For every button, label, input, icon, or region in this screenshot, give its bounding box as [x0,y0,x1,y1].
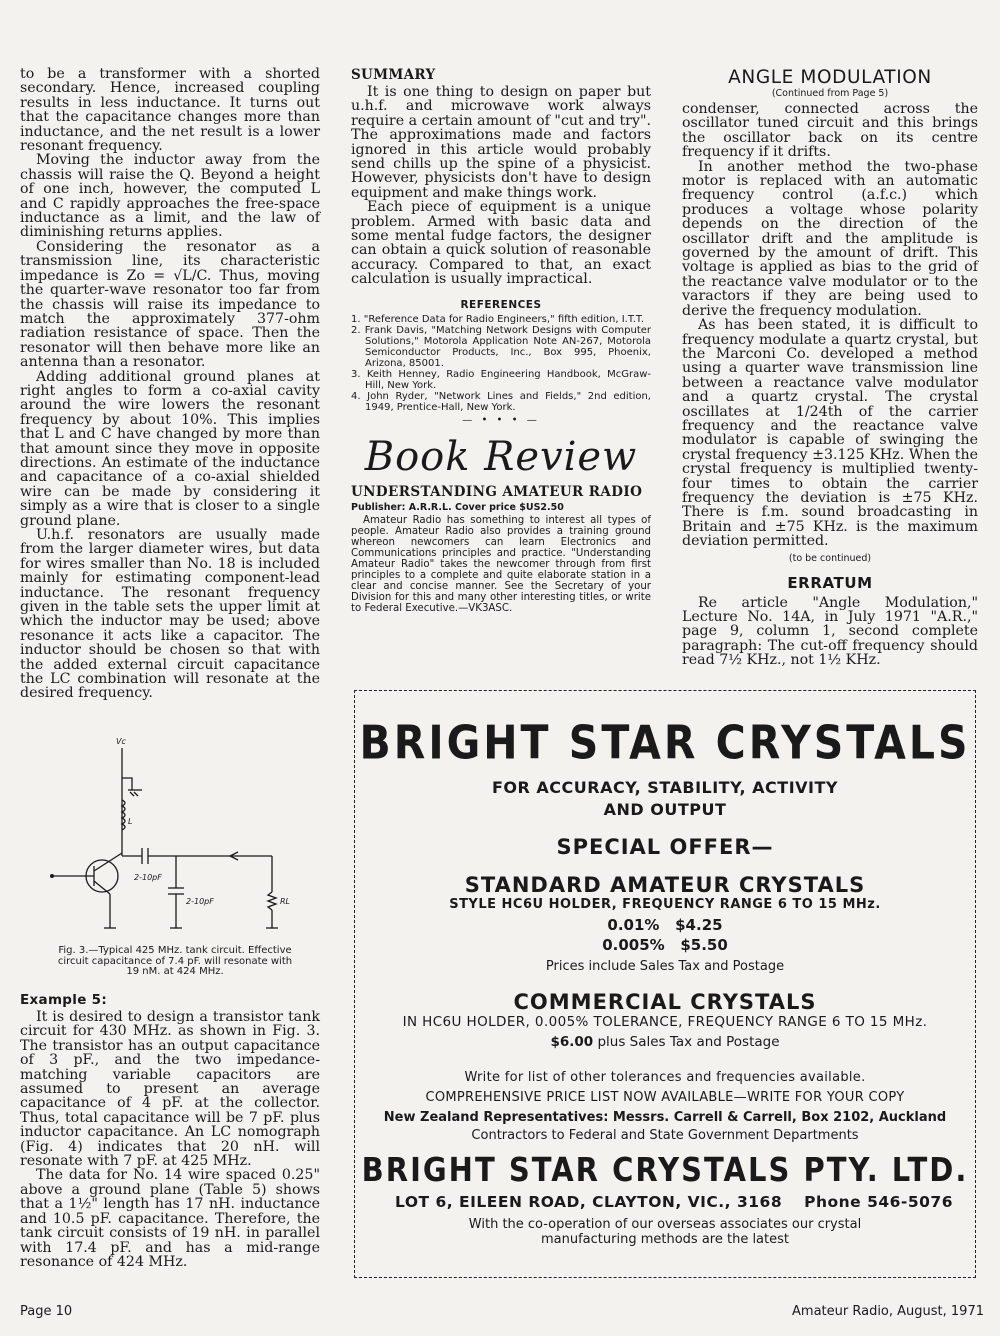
reference-item: 3. Keith Henney, Radio Engineering Handbook, McGraw-Hill, New York. [351,368,651,391]
ad-commercial-style: IN HC6U HOLDER, 0.005% TOLERANCE, FREQUENCY RANGE 6 TO 15 MHz. [402,1014,928,1030]
ad-tolerance: 0.01% [607,916,660,934]
paragraph: In another method the two-phase motor is replaced with an automatic frequency control (a.f.c.) which produces a voltage whose polarity depends on the direction of the oscillator drift and the amplitude is governed by the amount of drift. This voltage is applied as bias to the grid of the reactance valve modulator or to the varactors if they are being used to derive the frequency modulation. [682,158,978,319]
angle-modulation-heading: ANGLE MODULATION [728,67,932,88]
paragraph: Moving the inductor away from the chassis will raise the Q. Beyond a height of one inch, however, the computed L and C rapidly approaches the free-space inductance as a limit, and the law of diminishing returns applies. [20,152,320,241]
ad-price-row [355,936,975,954]
column-right [682,67,978,668]
publication-footer: Amateur Radio, August, 1971 [792,1304,984,1319]
ad-commercial-price-row [355,1034,975,1050]
ad-tolerance: 0.005% [602,936,665,954]
ad-price-list: COMPREHENSIVE PRICE LIST NOW AVAILABLE—WRITE FOR YOUR COPY [425,1090,905,1105]
ad-price-row [355,916,975,934]
erratum-heading: ERRATUM [787,573,873,592]
ad-tagline: FOR ACCURACY, STABILITY, ACTIVITY [491,778,838,797]
column-left [20,67,320,701]
load-resistor-label: RL [280,897,291,906]
paragraph: It is one thing to design on paper but u.h.f. and microwave work always require a certain amount of "cut and try". The approximations made and factors ignored in this article would probably send chills up the spine of a physicist. However, physicists don't have to design equipment and make things work. [351,84,651,201]
ad-tagline: AND OUTPUT [603,800,727,819]
summary-heading: SUMMARY [351,67,436,83]
ad-commercial-heading: COMMERCIAL CRYSTALS [513,990,817,1014]
ad-company-name: BRIGHT STAR CRYSTALS PTY. LTD. [361,1150,969,1190]
reference-item: 4. John Ryder, "Network Lines and Fields," 2nd edition, 1949, Prentice-Hall, New York. [351,390,651,413]
ad-price: $6.00 [550,1034,594,1050]
book-title: UNDERSTANDING AMATEUR RADIO [351,483,643,500]
paragraph: It is desired to design a transistor tank circuit for 430 MHz. as shown in Fig. 3. The transistor has an output capacitance of 3 pF., and the two impedance-matching variable capacitors are assumed to present an average capacitance of 4 pF. at the collector. Thus, total capacitance will be 7 pF. plus inductor capacitance. An LC nomograph (Fig. 4) indicates that 20 nH. will resonate with 7 pF. at 425 MHz. [20,1009,320,1170]
example-5-section [20,992,320,1269]
ad-standard-heading: STANDARD AMATEUR CRYSTALS [464,873,866,897]
continued-note: (Continued from Page 5) [771,88,889,99]
bright-star-advertisement [354,690,976,1278]
ad-cooperation-note: With the co-operation of our overseas associates our crystal [468,1217,862,1232]
ad-address-row [355,1193,975,1211]
paragraph: U.h.f. resonators are usually made from the larger diameter wires, but data for wires smaller than No. 18 is included mainly for estimating component-lead inductance. The resonant frequency given in the table sets the upper limit at which the inductor may be used; above resonance it acts like a capacitor. The inductor should be chosen so that with the added external circuit capacitance the LC combination will resonate at the desired frequency. [20,527,320,702]
book-publisher: Publisher: A.R.R.L. Cover price $US2.50 [351,501,564,513]
paragraph: Each piece of equipment is a unique problem. Armed with basic data and some mental fudge factors, the designer can obtain a quick solution of reasonable accuracy. Compared to that, an exact calculation is usually impractical. [351,199,651,288]
to-be-continued: (to be continued) [788,552,872,564]
ad-standard-style: STYLE HC6U HOLDER, FREQUENCY RANGE 6 TO 15 MHz. [449,897,881,912]
ad-note: plus Sales Tax and Postage [597,1034,780,1050]
reference-item: 1. "Reference Data for Radio Engineers," fifth edition, I.T.T. [351,313,645,325]
ad-price: $4.25 [675,916,723,934]
ad-cooperation-note: manufacturing methods are the latest [541,1232,789,1247]
paragraph: The data for No. 14 wire spaced 0.25" above a ground plane (Table 5) shows that a 1½" length has 17 nH. inductance and 10.5 pF. capacitance. Therefore, the tank circuit consists of 19 nH. in parallel with 17.4 pF. and has a mid-range resonance of 424 MHz. [20,1167,320,1270]
erratum-body: Re article "Angle Modulation," Lecture No. 14A, in July 1971 "A.R.," page 9, column 1, second complete paragraph: The cut-off frequency should read 7½ KHz., not 1½ KHz. [682,594,978,669]
ad-write-note: Write for list of other tolerances and frequencies available. [464,1070,866,1085]
ad-price: $5.50 [680,936,728,954]
paragraph: Considering the resonator as a transmission line, its characteristic impedance is Zo = √L/C. Thus, moving the quarter-wave resonator too far from the chassis will raise its impedance to match the approximately 377-ohm radiation resistance of space. Then the resonator will then behave more like an antenna than a resonator. [20,238,320,371]
ad-address: LOT 6, EILEEN ROAD, CLAYTON, VIC., 3168 [395,1193,783,1211]
tank-circuit-diagram [40,728,320,946]
page-number: Page 10 [20,1304,73,1319]
vc-label: Vc [116,737,126,746]
capacitor2-label: 2-10pF [186,897,214,906]
ad-phone: Phone 546-5076 [804,1193,953,1211]
references-heading: REFERENCES [460,298,542,311]
book-review-banner: Book Review [364,433,638,480]
figure-caption: Fig. 3.—Typical 425 MHz. tank circuit. Effective circuit capacitance of 7.4 pF. will resonate with 19 nM. at 424 MHz. [57,945,293,977]
paragraph: As has been stated, it is difficult to frequency modulate a quartz crystal, but the Marconi Co. developed a method using a quarter wave transmission line between a reactance valve modulator and a quartz crystal. The crystal oscillates at 1/24th of the carrier frequency and the reactance valve modulator is capable of swinging the crystal frequency ±3.125 KHz. When the crystal frequency is multiplied twenty-four times to obtain the carrier frequency the deviation is ±75 KHz. There is f.m. sound broadcasting in Britain and ±75 KHz. is the maximum deviation permitted. [682,317,978,550]
paragraph: Adding additional ground planes at right angles to form a co-axial cavity around the wire lowers the resonant frequency by about 10%. This implies that L and C have changed by more than that amount since they move in opposite directions. An estimate of the inductance and capacitance of a co-axial shielded wire can be made by considering it simply as a wire that is closer to a single ground plane. [20,368,320,529]
references-list [351,314,651,413]
column-middle [351,67,651,614]
ad-nz-representatives: New Zealand Representatives: Messrs. Carrell & Carrell, Box 2102, Auckland [383,1110,947,1125]
paragraph: to be a transformer with a shorted secondary. Hence, increased coupling results in less inductance. It turns out that the capacitance changes more than inductance, and the net result is a lower resonant frequency. [20,66,320,155]
ad-contractors: Contractors to Federal and State Government Departments [471,1128,859,1143]
ad-brand: BRIGHT STAR CRYSTALS [359,716,971,770]
capacitor1-label: 2-10pF [134,873,162,882]
separator: — • • • — [462,414,540,426]
example-5-heading: Example 5: [20,992,108,1008]
ad-prices-note: Prices include Sales Tax and Postage [545,959,785,974]
reference-item: 2. Frank Davis, "Matching Network Designs with Computer Solutions," Motorola Application Note AN-267, Motorola Semiconductor Products, Inc., Box 995, Phoenix, Arizona, 85001. [351,324,651,369]
book-review-body: Amateur Radio has something to interest all types of people. Amateur Radio also provides a training ground whereon newcomers can learn Electronics and Communications principles and practice. "Understanding Amateur Radio" takes the newcomer through from first principles to a complete and quite elaborate station in a clear and concise manner. See the Secretary of your Division for this and many other interesting titles, or write to Federal Executive.—VK3ASC. [351,514,651,614]
inductor-label: L [128,817,133,826]
paragraph: condenser, connected across the oscillator tuned circuit and this brings the oscillator back on its centre frequency if it drifts. [682,101,978,161]
ad-special-offer: SPECIAL OFFER— [556,835,774,859]
